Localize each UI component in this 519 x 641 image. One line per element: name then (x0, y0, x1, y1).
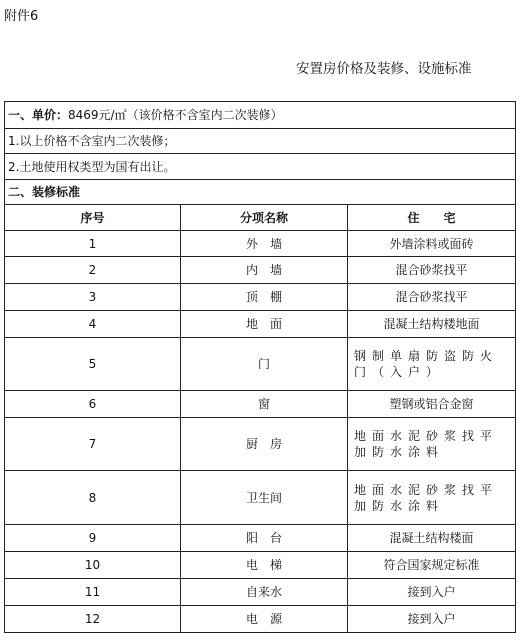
row-standard: 混合砂浆找平 (348, 257, 516, 284)
row-item: 电 梯 (181, 552, 348, 579)
header-item: 分项名称 (181, 205, 348, 231)
document-title: 安置房价格及装修、设施标准 (296, 61, 472, 77)
note-1: 1.以上价格不含室内二次装修； (5, 129, 516, 154)
section-row (5, 180, 516, 205)
table-row (5, 579, 516, 606)
row-item: 顶 棚 (181, 284, 348, 311)
price-cell (5, 102, 516, 129)
row-standard: 符合国家规定标准 (348, 552, 516, 579)
row-standard: 地面水泥砂浆找平加防水涂料 (348, 471, 516, 525)
row-item: 门 (181, 338, 348, 391)
row-standard: 外墙涂料或面砖 (348, 231, 516, 257)
table-row (5, 257, 516, 284)
note-row (5, 129, 516, 154)
standards-table (4, 101, 516, 633)
row-standard: 钢制单扇防盗防火门（入户） (348, 338, 516, 391)
table-row (5, 391, 516, 418)
price-value: 8469元/㎡ (68, 108, 127, 122)
table-row (5, 552, 516, 579)
row-no: 6 (5, 391, 181, 418)
header-no: 序号 (5, 205, 181, 231)
table-row (5, 471, 516, 525)
row-no: 2 (5, 257, 181, 284)
attachment-label: 附件6 (4, 9, 39, 24)
row-standard: 混合砂浆找平 (348, 284, 516, 311)
table-row (5, 231, 516, 257)
row-no: 5 (5, 338, 181, 391)
price-note: （该价格不含室内二次装修） (126, 108, 283, 122)
row-item: 电 源 (181, 606, 348, 633)
header-standard: 住 宅 (348, 205, 516, 231)
note-row (5, 154, 516, 180)
row-no: 8 (5, 471, 181, 525)
note-2: 2.土地使用权类型为国有出让。 (5, 154, 516, 180)
row-standard: 塑钢或铝合金窗 (348, 391, 516, 418)
row-standard: 混凝土结构楼面 (348, 525, 516, 552)
section2-title: 二、装修标准 (5, 180, 516, 205)
price-row (5, 102, 516, 129)
row-no: 12 (5, 606, 181, 633)
row-item: 阳 台 (181, 525, 348, 552)
row-no: 10 (5, 552, 181, 579)
row-item: 窗 (181, 391, 348, 418)
row-standard: 接到入户 (348, 579, 516, 606)
row-item: 自来水 (181, 579, 348, 606)
table-row (5, 284, 516, 311)
row-standard: 地面水泥砂浆找平加防水涂料 (348, 418, 516, 471)
row-item: 厨 房 (181, 418, 348, 471)
table-row (5, 606, 516, 633)
row-standard: 混凝土结构楼地面 (348, 311, 516, 338)
table-row (5, 525, 516, 552)
row-no: 4 (5, 311, 181, 338)
row-standard: 接到入户 (348, 606, 516, 633)
price-label: 一、单价： (8, 108, 69, 122)
row-item: 内 墙 (181, 257, 348, 284)
row-item: 卫生间 (181, 471, 348, 525)
row-no: 9 (5, 525, 181, 552)
row-no: 7 (5, 418, 181, 471)
row-no: 11 (5, 579, 181, 606)
row-item: 地 面 (181, 311, 348, 338)
row-no: 1 (5, 231, 181, 257)
row-no: 3 (5, 284, 181, 311)
table-row (5, 311, 516, 338)
table-row (5, 338, 516, 391)
table-row (5, 418, 516, 471)
table-header-row (5, 205, 516, 231)
row-item: 外 墙 (181, 231, 348, 257)
